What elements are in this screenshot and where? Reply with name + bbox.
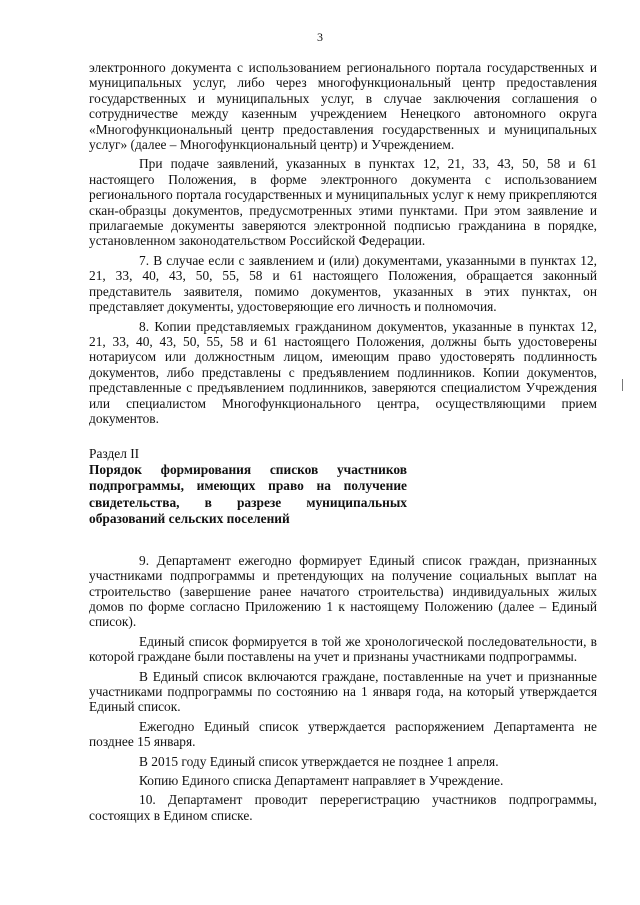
paragraph-item-9: 9. Департамент ежегодно формирует Единый список граждан, признанных участниками подпрограммы и претендующих на получение социальных выплат на строительство (завершение ранее начатого строительства) индивидуальных жилых домов по форме согласно Приложению 1 к настоящему Положению (далее – Единый список).: [89, 552, 597, 630]
paragraph-copy-sent: Копию Единого списка Департамент направляет в Учреждение.: [139, 773, 504, 789]
margin-mark: [622, 379, 625, 391]
page-number: 3: [317, 30, 323, 44]
paragraph-item-7: 7. В случае если с заявлением и (или) документами, указанными в пунктах 12, 21, 33, 40, 43, 50, 55, 58 и 61 настоящего Положения, обращается законный представитель заявителя, помимо документов, указанных в этих пунктах, он представляет документы, удостоверяющие его личность и полномочия.: [89, 252, 597, 315]
paragraph-electronic-submission: При подаче заявлений, указанных в пунктах 12, 21, 33, 43, 50, 58 и 61 настоящего Положения, в форме электронного документа с использованием регионального портала государственных и муниципальных услуг к нему прикрепляются скан-образцы документов, предусмотренных этими пунктами. При этом заявление и прилагаемые документы заверяются электронной подписью гражданина в порядке, установленном законодательством Российской Федерации.: [89, 156, 597, 249]
paragraph-chronological-order: Единый список формируется в той же хронологической последовательности, в которой граждане были поставлены на учет и признаны участниками подпрограммы.: [89, 633, 597, 665]
paragraph-item-10: 10. Департамент проводит перерегистрацию участников подпрограммы, состоящих в Едином списке.: [89, 792, 597, 823]
section-label: Раздел II: [89, 446, 140, 462]
paragraph-approval-date: Ежегодно Единый список утверждается распоряжением Департамента не позднее 15 января.: [89, 718, 597, 750]
paragraph-continuation: электронного документа с использованием регионального портала государственных и муниципальных услуг, либо через многофункциональный центр предоставления государственных и муниципальных услуг, в случае заключения соглашения о сотрудничестве между казенным учреждением Ненецкого автономного округа «Многофункциональный центр предоставления государственных и муниципальных услуг» (далее – Многофункциональный центр) и Учреждением.: [89, 60, 597, 153]
paragraph-inclusion: В Единый список включаются граждане, поставленные на учет и признанные участниками подпрограммы по состоянию на 1 января года, на который утверждается Единый список.: [89, 668, 597, 715]
paragraph-item-8: 8. Копии представляемых гражданином документов, указанные в пунктах 12, 21, 33, 40, 43, 50, 55, 58 и 61 настоящего Положения, должны быть удостоверены нотариусом или должностным лицом, имеющим право удостоверять подлинность документов, либо представлены с предъявлением подлинников. Копии документов, представленные с предъявлением подлинников, заверяются специалистом Учреждения или специалистом Многофункционального центра, осуществляющими прием документов.: [89, 318, 597, 426]
document-body: [89, 60, 597, 823]
section-title: Порядок формирования списков участников подпрограммы, имеющих право на получение свидетельства, в разрезе муниципальных образований сельских поселений: [89, 461, 407, 527]
paragraph-2015-approval: В 2015 году Единый список утверждается не позднее 1 апреля.: [139, 753, 499, 769]
section-heading: [89, 446, 597, 527]
